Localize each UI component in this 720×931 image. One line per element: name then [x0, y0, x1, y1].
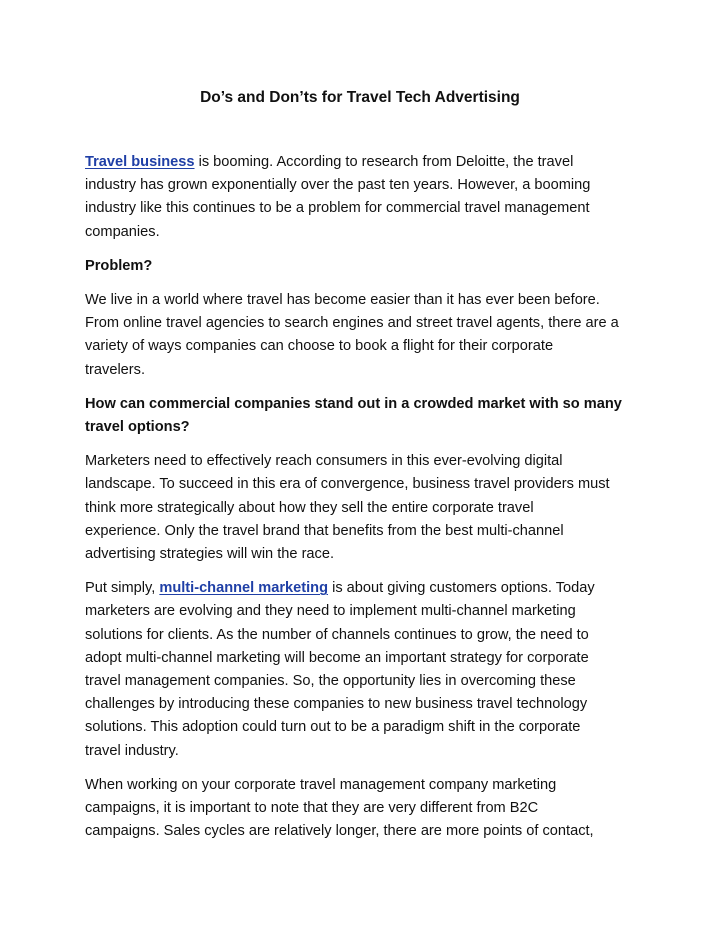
paragraph-multichannel [85, 577, 645, 763]
text-line: travel management companies. So, the opportunity lies in overcoming these [85, 673, 576, 690]
text-line: marketers are evolving and they need to implement multi-channel marketing [85, 603, 576, 620]
paragraph-problem [85, 289, 645, 382]
text-line: experience. Only the travel brand that benefits from the best multi-channel [85, 522, 564, 539]
heading-text: Problem? [85, 257, 153, 274]
text-line: challenges by introducing these companies to new business travel technology [85, 696, 588, 713]
text-segment: is booming. According to research from Deloitte, the travel [194, 154, 574, 170]
text-line: campaigns, it is important to note that they are very different from B2C [85, 800, 539, 817]
heading-line: How can commercial companies stand out in a crowded market with so many [85, 395, 622, 412]
text-segment: is about giving customers options. Today [328, 580, 595, 597]
heading-line: travel options? [85, 419, 190, 436]
text-line: landscape. To succeed in this era of convergence, business travel providers must [85, 476, 610, 493]
text-line [85, 151, 645, 174]
paragraph-campaigns [85, 774, 645, 844]
paragraph-marketers [85, 450, 645, 566]
text-segment: Put simply, [85, 580, 160, 597]
text-line: Marketers need to effectively reach consumers in this ever-evolving digital [85, 453, 563, 470]
text-line: industry like this continues to be a problem for commercial travel management [85, 200, 590, 217]
text-line: advertising strategies will win the race. [85, 546, 335, 563]
text-line: We live in a world where travel has become easier than it has ever been before. [85, 292, 600, 309]
text-line: variety of ways companies can choose to book a flight for their corporate [85, 338, 554, 355]
text-line: travelers. [85, 361, 146, 378]
text-line: campaigns. Sales cycles are relatively longer, there are more points of contact, [85, 823, 594, 840]
text-line: From online travel agencies to search engines and street travel agents, there are a [85, 315, 619, 332]
text-line: solutions. This adoption could turn out to be a paradigm shift in the corporate [85, 719, 581, 736]
text-line: adopt multi-channel marketing will become an important strategy for corporate [85, 649, 589, 666]
text-line: When working on your corporate travel management company marketing [85, 776, 557, 793]
document-body [85, 151, 645, 854]
text-line [85, 577, 645, 600]
paragraph-intro [85, 151, 645, 244]
document-title: Do’s and Don’ts for Travel Tech Advertising [200, 89, 520, 106]
text-line: travel industry. [85, 742, 179, 759]
travel-business-link[interactable]: Travel business [85, 154, 195, 170]
multi-channel-marketing-link[interactable]: multi-channel marketing [159, 580, 329, 597]
section-heading-stand-out [85, 393, 645, 439]
section-heading-problem [85, 255, 645, 278]
text-line: industry has grown exponentially over the past ten years. However, a booming [85, 177, 591, 194]
text-line: solutions for clients. As the number of channels continues to grow, the need to [85, 626, 589, 643]
text-line: companies. [85, 223, 160, 240]
text-line: think more strategically about how they sell the entire corporate travel [85, 499, 534, 516]
